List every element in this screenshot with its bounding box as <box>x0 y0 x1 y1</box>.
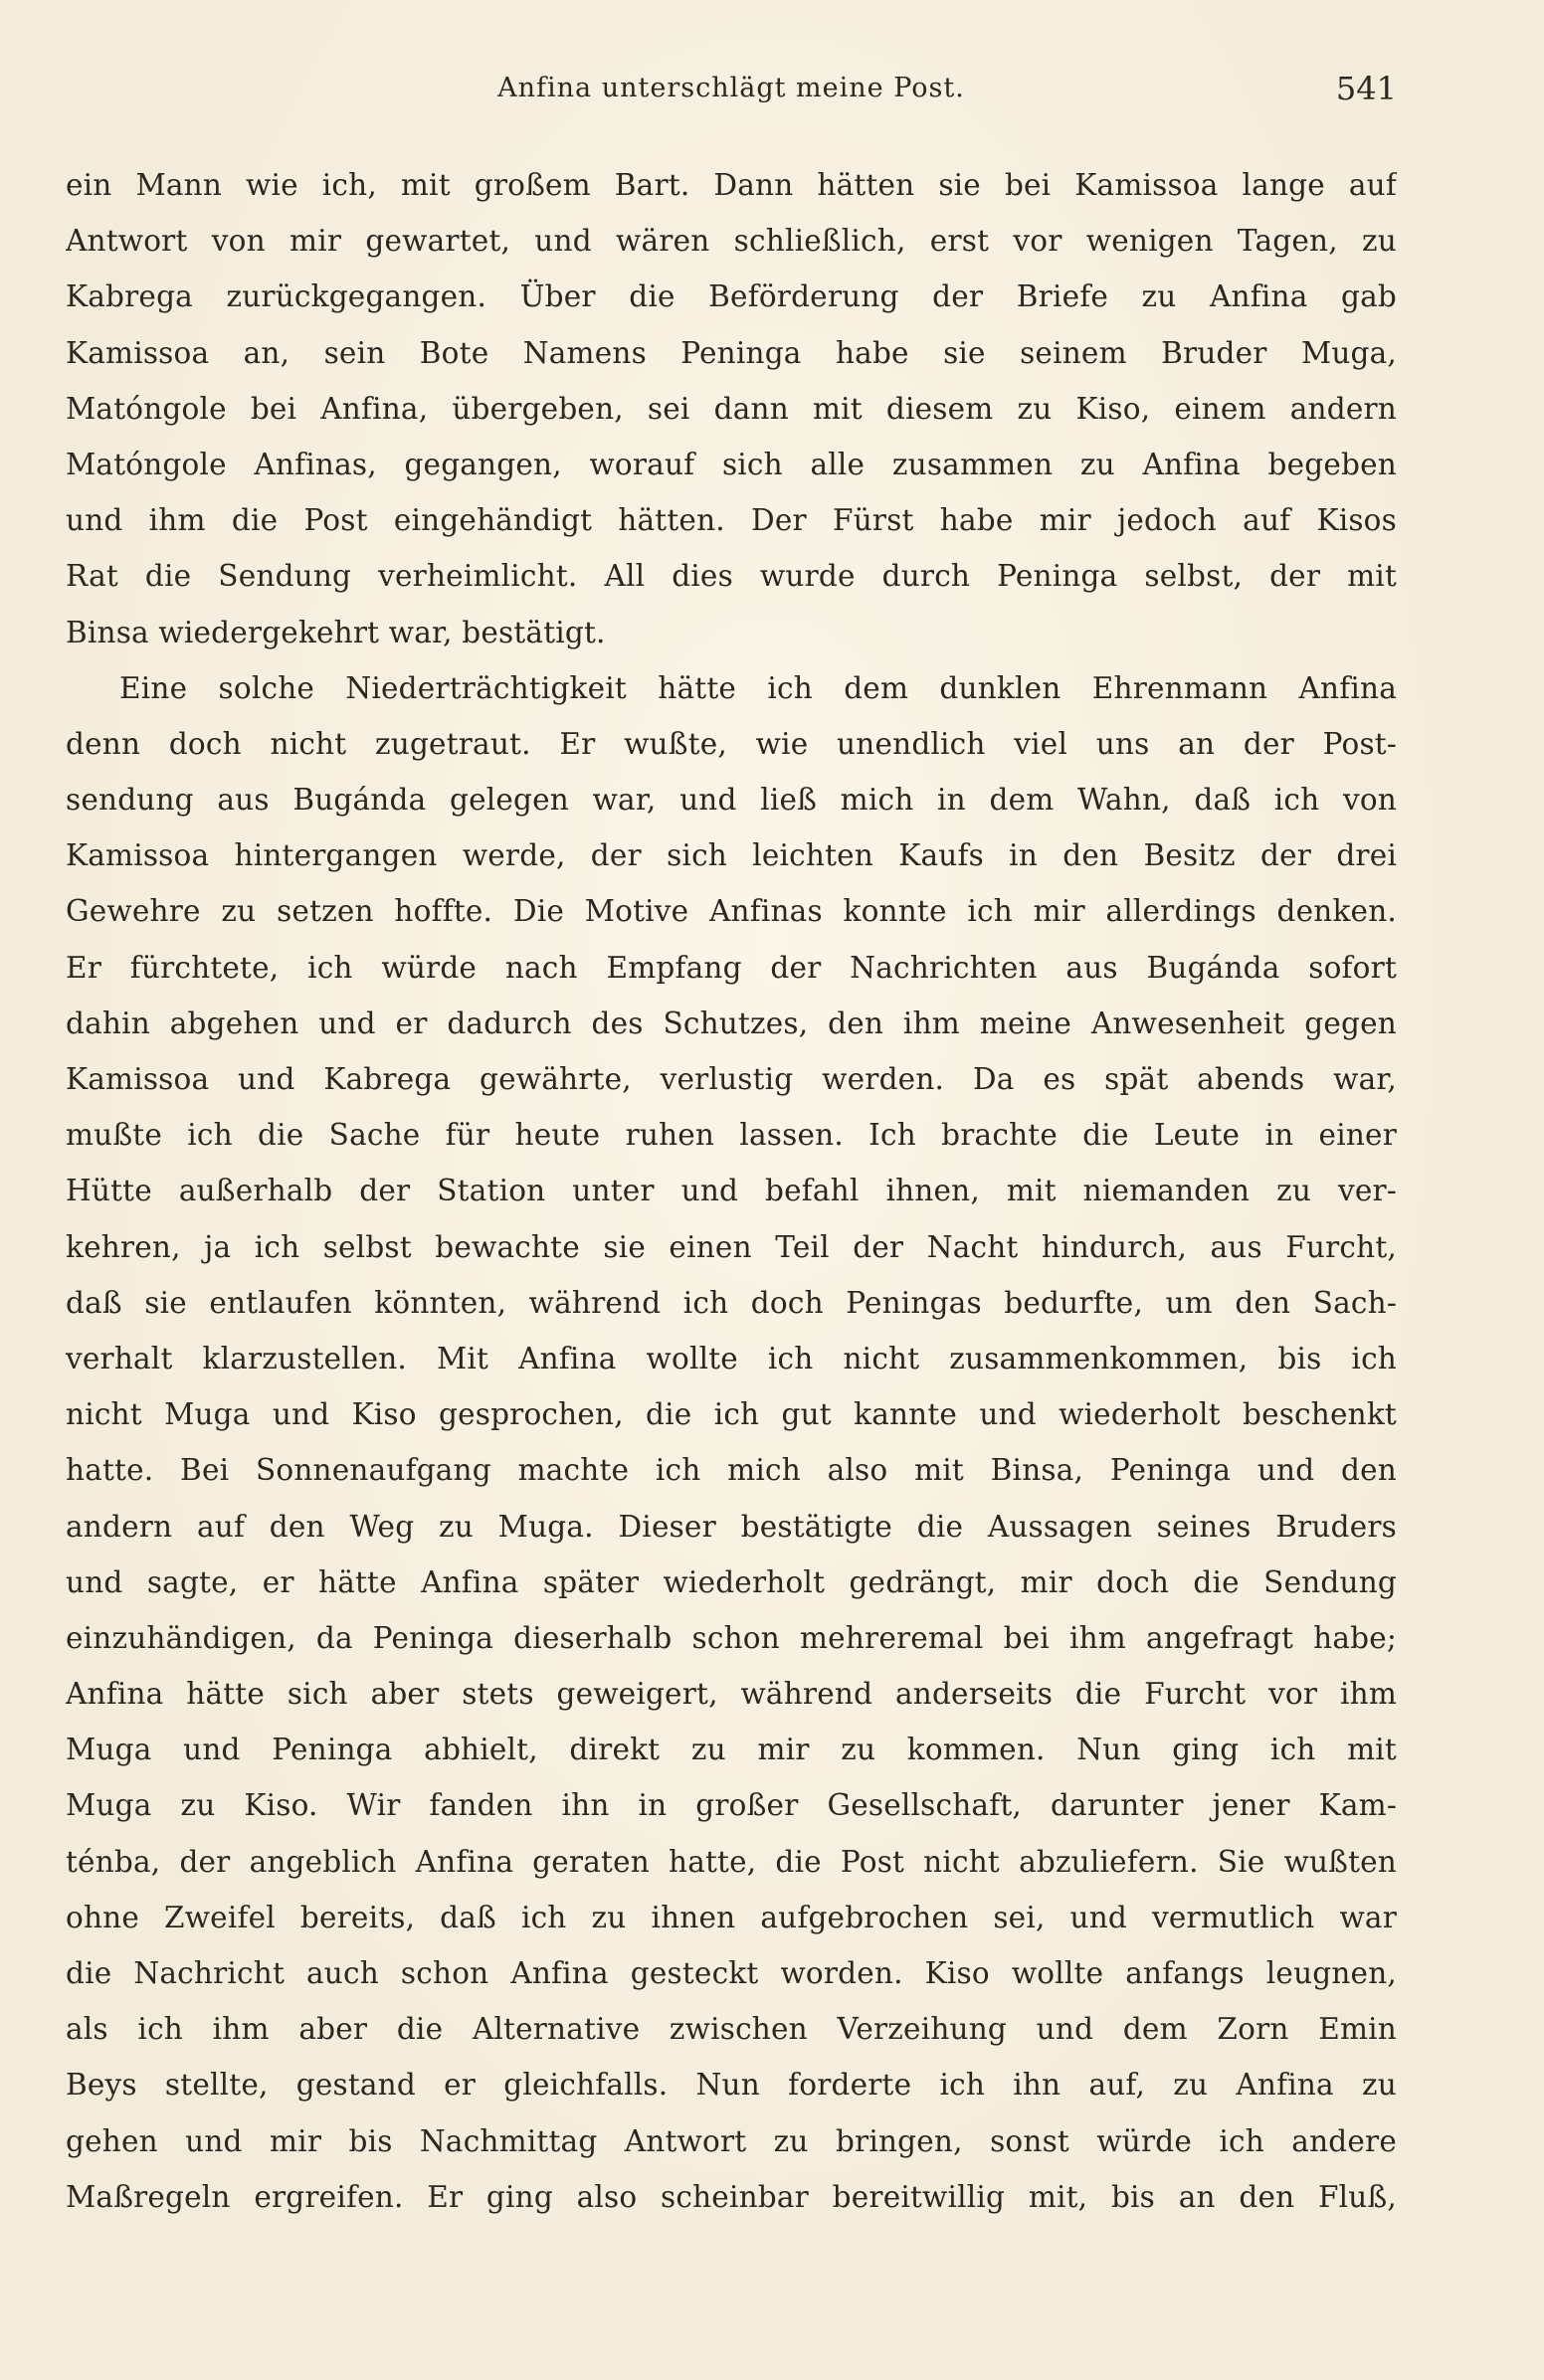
text-line: einzuhändigen, da Peninga dieserhalb schon mehreremal bei ihm angefragt habe; <box>66 1620 1397 1655</box>
text-line: Kabrega zurückgegangen. Über die Beförderung der Briefe zu Anfina gab <box>66 279 1397 314</box>
text-line: Kamissoa und Kabrega gewährte, verlustig werden. Da es spät abends war, <box>66 1062 1397 1096</box>
text-line: Kamissoa hintergangen werde, der sich leichten Kaufs in den Besitz der drei <box>66 838 1397 873</box>
text-line: Muga zu Kiso. Wir fanden ihn in großer Gesellschaft, darunter jener Kam- <box>66 1788 1397 1823</box>
text-line: ohne Zweifel bereits, daß ich zu ihnen aufgebrochen sei, und vermutlich war <box>66 1900 1397 1934</box>
text-line: Beys stellte, gestand er gleichfalls. Nun forderte ich ihn auf, zu Anfina zu <box>66 2068 1397 2103</box>
text-line: als ich ihm aber die Alternative zwischen Verzeihung und dem Zorn Emin <box>66 2012 1397 2047</box>
text-line: Maßregeln ergreifen. Er ging also scheinbar bereitwillig mit, bis an den Fluß, <box>66 2179 1397 2214</box>
page-header <box>66 66 1397 111</box>
text-line: daß sie entlaufen könnten, während ich doch Peningas bedurfte, um den Sach- <box>66 1285 1397 1320</box>
paragraph-end-line: Binsa wiedergekehrt war, bestätigt. <box>66 615 606 649</box>
text-line: die Nachricht auch schon Anfina gesteckt worden. Kiso wollte anfangs leugnen, <box>66 1956 1397 1990</box>
text-line: verhalt klarzustellen. Mit Anfina wollte ich nicht zusammenkommen, bis ich <box>66 1341 1397 1375</box>
text-line: Anfina hätte sich aber stets geweigert, während anderseits die Furcht vor ihm <box>66 1677 1397 1712</box>
text-line: Matóngole Anfinas, gegangen, worauf sich alle zusammen zu Anfina begeben <box>66 447 1397 481</box>
text-line: hatte. Bei Sonnenaufgang machte ich mich also mit Binsa, Peninga und den <box>66 1453 1397 1488</box>
text-line: nicht Muga und Kiso gesprochen, die ich gut kannte und wiederholt beschenkt <box>66 1397 1397 1432</box>
paragraph-start-line: Eine solche Niederträchtigkeit hätte ich dem dunklen Ehrenmann Anfina <box>119 670 1397 705</box>
body-text <box>66 157 1397 2225</box>
text-line: Kamissoa an, sein Bote Namens Peninga habe sie seinem Bruder Muga, <box>66 335 1397 370</box>
text-line: Antwort von mir gewartet, und wären schließlich, erst vor wenigen Tagen, zu <box>66 224 1397 259</box>
text-line: kehren, ja ich selbst bewachte sie einen Teil der Nacht hindurch, aus Furcht, <box>66 1229 1397 1264</box>
text-line: dahin abgehen und er dadurch des Schutzes, den ihm meine Anwesenheit gegen <box>66 1006 1397 1040</box>
running-title: Anfina unterschlägt meine Post. <box>497 73 965 103</box>
page-number: 541 <box>1335 70 1397 107</box>
text-line: sendung aus Bugánda gelegen war, und ließ mich in dem Wahn, daß ich von <box>66 783 1397 818</box>
text-line: andern auf den Weg zu Muga. Dieser bestätigte die Aussagen seines Bruders <box>66 1509 1397 1544</box>
text-line: Hütte außerhalb der Station unter und befahl ihnen, mit niemanden zu ver- <box>66 1174 1397 1208</box>
text-line: Rat die Sendung verheimlicht. All dies wurde durch Peninga selbst, der mit <box>66 559 1397 594</box>
text-line: Er fürchtete, ich würde nach Empfang der Nachrichten aus Bugánda sofort <box>66 950 1397 985</box>
text-line: ténba, der angeblich Anfina geraten hatte, die Post nicht abzuliefern. Sie wußten <box>66 1844 1397 1879</box>
text-line: denn doch nicht zugetraut. Er wußte, wie unendlich viel uns an der Post- <box>66 726 1397 761</box>
text-line: und sagte, er hätte Anfina später wiederholt gedrängt, mir doch die Sendung <box>66 1564 1397 1599</box>
text-line: Matóngole bei Anfina, übergeben, sei dann mit diesem zu Kiso, einem andern <box>66 391 1397 426</box>
text-line: und ihm die Post eingehändigt hätten. Der Fürst habe mir jedoch auf Kisos <box>66 503 1397 538</box>
text-line: Muga und Peninga abhielt, direkt zu mir zu kommen. Nun ging ich mit <box>66 1733 1397 1767</box>
text-line: ein Mann wie ich, mit großem Bart. Dann hätten sie bei Kamissoa lange auf <box>66 168 1397 202</box>
text-line: Gewehre zu setzen hoffte. Die Motive Anfinas konnte ich mir allerdings denken. <box>66 894 1397 929</box>
text-line: mußte ich die Sache für heute ruhen lassen. Ich brachte die Leute in einer <box>66 1118 1397 1153</box>
text-line: gehen und mir bis Nachmittag Antwort zu bringen, sonst würde ich andere <box>66 2123 1397 2158</box>
